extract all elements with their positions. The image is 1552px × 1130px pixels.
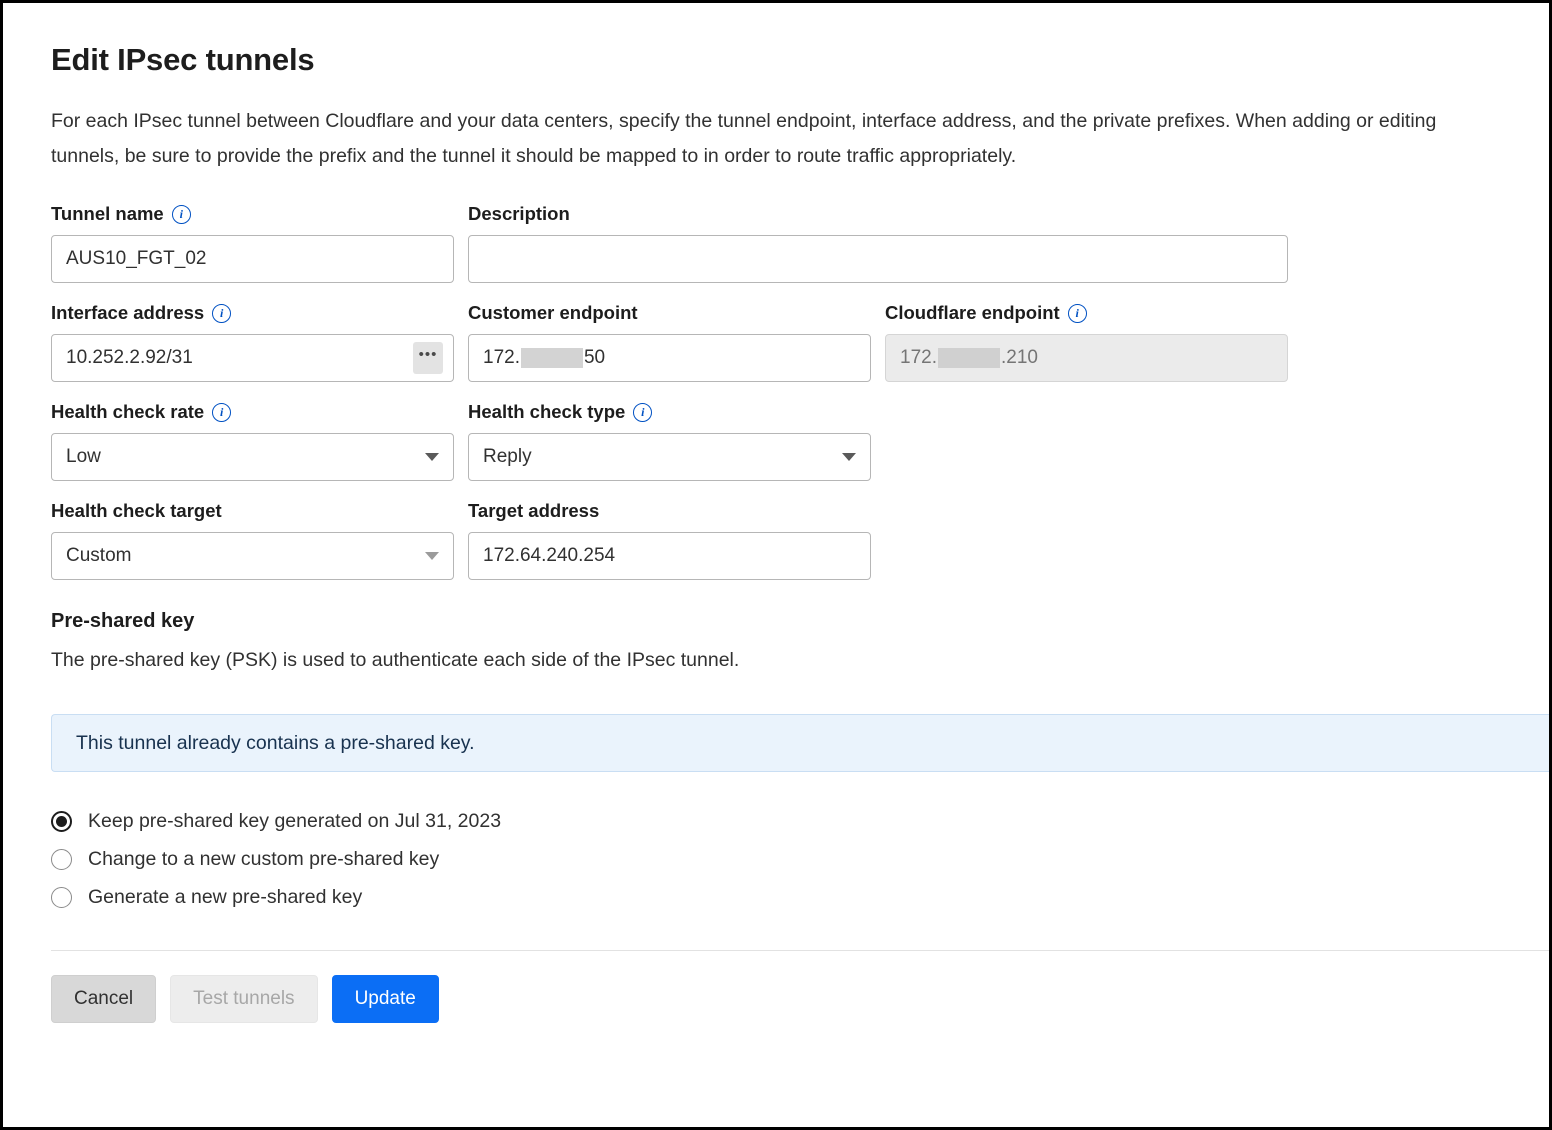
field-customer-endpoint: [468, 301, 871, 382]
health-check-rate-value: Low: [66, 446, 101, 468]
psk-option-custom-label: Change to a new custom pre-shared key: [88, 847, 440, 870]
health-check-type-value: Reply: [483, 446, 532, 468]
footer-divider: [51, 950, 1549, 951]
psk-info-banner: [51, 714, 1549, 772]
customer-endpoint-suffix: 50: [583, 347, 606, 369]
info-icon[interactable]: i: [212, 403, 231, 422]
form-row-health-check: [51, 400, 1509, 481]
tunnel-name-input[interactable]: [51, 235, 454, 283]
field-health-check-target: [51, 499, 454, 580]
radio-icon[interactable]: [51, 887, 72, 908]
info-icon[interactable]: i: [633, 403, 652, 422]
target-address-input[interactable]: [468, 532, 871, 580]
field-health-check-rate: [51, 400, 454, 481]
health-check-type-select[interactable]: [468, 433, 871, 481]
health-check-rate-select[interactable]: [51, 433, 454, 481]
label-health-check-type-text: Health check type: [468, 401, 626, 423]
label-cloudflare-endpoint-text: Cloudflare endpoint: [885, 302, 1060, 324]
target-address-value: 172.64.240.254: [483, 545, 616, 567]
psk-info-banner-text: This tunnel already contains a pre-shared key.: [76, 731, 475, 754]
label-cloudflare-endpoint: [885, 301, 1288, 325]
psk-option-generate[interactable]: [51, 878, 1509, 916]
psk-option-keep-label: Keep pre-shared key generated on Jul 31, 2023: [88, 809, 502, 832]
form-row-name: [51, 202, 1509, 283]
label-target-address: [468, 499, 871, 523]
chevron-down-icon: [425, 552, 439, 560]
customer-endpoint-prefix: 172.: [483, 347, 520, 369]
cloudflare-endpoint-suffix: .210: [1000, 347, 1038, 369]
interface-address-input[interactable]: [51, 334, 454, 382]
info-icon[interactable]: i: [212, 304, 231, 323]
form-row-target: [51, 499, 1509, 580]
label-health-check-rate: [51, 400, 454, 424]
radio-icon[interactable]: [51, 849, 72, 870]
cloudflare-endpoint-prefix: 172.: [900, 347, 937, 369]
label-target-address-text: Target address: [468, 500, 600, 522]
field-interface-address: [51, 301, 454, 382]
psk-option-keep[interactable]: [51, 802, 1509, 840]
tunnel-form: [51, 202, 1509, 580]
redacted-block: [521, 348, 583, 368]
more-options-icon[interactable]: •••: [413, 342, 443, 374]
psk-section-title: Pre-shared key: [51, 610, 195, 633]
cloudflare-endpoint-input: [885, 334, 1288, 382]
label-customer-endpoint: [468, 301, 871, 325]
redacted-block: [938, 348, 1000, 368]
radio-icon[interactable]: [51, 811, 72, 832]
page-description: For each IPsec tunnel between Cloudflare and your data centers, specify the tunnel endpoint, interface address, and the private prefixes. When adding or editing tunnels, be sure to provide the prefix and the tunnel it should be mapped to in order to route traffic appropriately.: [51, 110, 1437, 168]
label-health-check-type: [468, 400, 871, 424]
label-interface-address: [51, 301, 454, 325]
label-tunnel-name: [51, 202, 454, 226]
label-description: [468, 202, 1288, 226]
psk-options-group: [51, 802, 1509, 916]
label-description-text: Description: [468, 203, 570, 225]
field-cloudflare-endpoint: [885, 301, 1288, 382]
field-target-address: [468, 499, 871, 580]
label-health-check-rate-text: Health check rate: [51, 401, 205, 423]
form-row-endpoints: [51, 301, 1509, 382]
health-check-target-value: Custom: [66, 545, 132, 567]
test-tunnels-button: Test tunnels: [170, 975, 317, 1023]
cancel-button[interactable]: Cancel: [51, 975, 156, 1023]
field-health-check-type: [468, 400, 871, 481]
update-button[interactable]: Update: [332, 975, 439, 1023]
label-interface-address-text: Interface address: [51, 302, 205, 324]
chevron-down-icon: [842, 453, 856, 461]
field-description: [468, 202, 1288, 283]
field-tunnel-name: [51, 202, 454, 283]
label-health-check-target: [51, 499, 454, 523]
page-title: Edit IPsec tunnels: [51, 42, 315, 77]
info-icon[interactable]: i: [1068, 304, 1087, 323]
description-input[interactable]: [468, 235, 1288, 283]
psk-option-generate-label: Generate a new pre-shared key: [88, 885, 363, 908]
label-health-check-target-text: Health check target: [51, 500, 222, 522]
label-tunnel-name-text: Tunnel name: [51, 203, 164, 225]
customer-endpoint-input[interactable]: [468, 334, 871, 382]
psk-option-custom[interactable]: [51, 840, 1509, 878]
interface-address-value: 10.252.2.92/31: [66, 347, 193, 369]
info-icon[interactable]: i: [172, 205, 191, 224]
label-customer-endpoint-text: Customer endpoint: [468, 302, 638, 324]
tunnel-name-value: AUS10_FGT_02: [66, 248, 207, 270]
psk-section-description: The pre-shared key (PSK) is used to authenticate each side of the IPsec tunnel.: [51, 649, 740, 672]
dialog-actions: [51, 975, 1509, 1023]
chevron-down-icon: [425, 453, 439, 461]
health-check-target-select[interactable]: [51, 532, 454, 580]
